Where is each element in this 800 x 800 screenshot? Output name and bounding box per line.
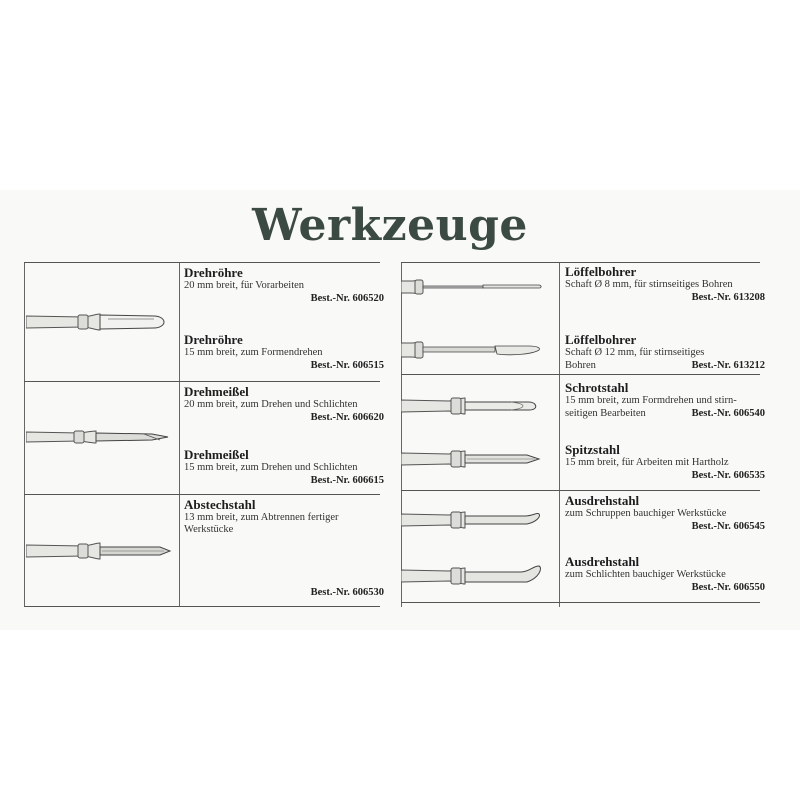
tool-description: 15 mm breit, zum Drehen und Schlichten (184, 462, 358, 473)
tool-entry (184, 448, 384, 487)
hook-tool-icon (401, 560, 557, 590)
tool-name: Drehmeißel (184, 447, 249, 462)
tool-name: Drehmeißel (184, 384, 249, 399)
tool-entry (184, 266, 384, 305)
tool-name: Ausdrehstahl (565, 493, 640, 508)
divider (24, 262, 380, 263)
order-number: Best.-Nr. 606515 (310, 360, 384, 371)
order-number: Best.-Nr. 606545 (691, 521, 765, 532)
tool-name: Schrotstahl (565, 380, 629, 395)
right-tool-table (401, 262, 765, 607)
tool-description: 13 mm breit, zum Abtrennen fertiger Werkstücke (184, 512, 339, 535)
tool-description: 20 mm breit, für Vorarbeiten (184, 280, 305, 291)
tool-description: 15 mm breit, für Arbeiten mit Hartholz (565, 457, 729, 468)
tool-description-continued: seitigen Bearbeiten (565, 408, 646, 419)
tool-entry (184, 385, 384, 424)
divider (401, 262, 760, 263)
tool-description: zum Schlichten bauchiger Werkstücke (565, 569, 726, 580)
tool-entry (565, 265, 765, 304)
tool-entry (565, 381, 765, 420)
tool-description: 20 mm breit, zum Drehen und Schlichten (184, 399, 358, 410)
tool-entry (184, 333, 384, 372)
tool-name: Abstechstahl (184, 497, 256, 512)
parting-tool-icon (26, 539, 176, 563)
order-number: Best.-Nr. 606615 (310, 475, 384, 486)
right-image-column (401, 262, 560, 607)
tool-description-continued: Bohren (565, 360, 596, 371)
tool-entry (565, 555, 765, 594)
tool-entry (565, 494, 765, 533)
divider (24, 494, 380, 495)
tool-entry (184, 586, 384, 599)
tool-name: Löffelbohrer (565, 264, 637, 279)
order-number: Best.-Nr. 613208 (691, 292, 765, 303)
order-number: Best.-Nr. 606535 (691, 470, 765, 481)
tool-name: Drehröhre (184, 332, 243, 347)
hook-tool-icon (401, 506, 557, 532)
spoon-bit-icon (401, 338, 557, 362)
divider (401, 490, 760, 491)
divider (401, 374, 760, 375)
order-number: Best.-Nr. 606550 (691, 582, 765, 593)
page-title: Werkzeuge (252, 200, 528, 251)
round-nose-tool-icon (401, 394, 557, 420)
divider (24, 606, 380, 607)
order-number: Best.-Nr. 606540 (691, 408, 765, 419)
tool-name: Spitzstahl (565, 442, 620, 457)
tool-entry (565, 443, 765, 482)
description-line (565, 407, 765, 420)
tool-description: zum Schruppen bauchiger Werkstücke (565, 508, 727, 519)
order-number: Best.-Nr. 606520 (310, 293, 384, 304)
divider (401, 602, 760, 603)
gouge-tool-icon (26, 310, 176, 334)
tool-name: Drehröhre (184, 265, 243, 280)
tool-description: 15 mm breit, zum Formendrehen (184, 347, 323, 358)
pointed-tool-icon (401, 447, 557, 473)
tool-description: Schaft Ø 8 mm, für stirnseitiges Bohren (565, 279, 733, 290)
order-number: Best.-Nr. 613212 (691, 360, 765, 371)
order-number: Best.-Nr. 606530 (310, 587, 384, 598)
tool-entry (184, 498, 349, 536)
divider (24, 381, 380, 382)
tool-name: Ausdrehstahl (565, 554, 640, 569)
tool-entry (565, 333, 765, 372)
order-number: Best.-Nr. 606620 (310, 412, 384, 423)
tool-description: Schaft Ø 12 mm, für stirnseitiges (565, 347, 705, 358)
description-line (565, 359, 765, 372)
tool-name: Löffelbohrer (565, 332, 637, 347)
left-tool-table (24, 262, 384, 607)
spoon-bit-icon (401, 276, 557, 298)
tool-description: 15 mm breit, zum Formdrehen und stirn- (565, 395, 737, 406)
skew-chisel-icon (26, 426, 176, 448)
